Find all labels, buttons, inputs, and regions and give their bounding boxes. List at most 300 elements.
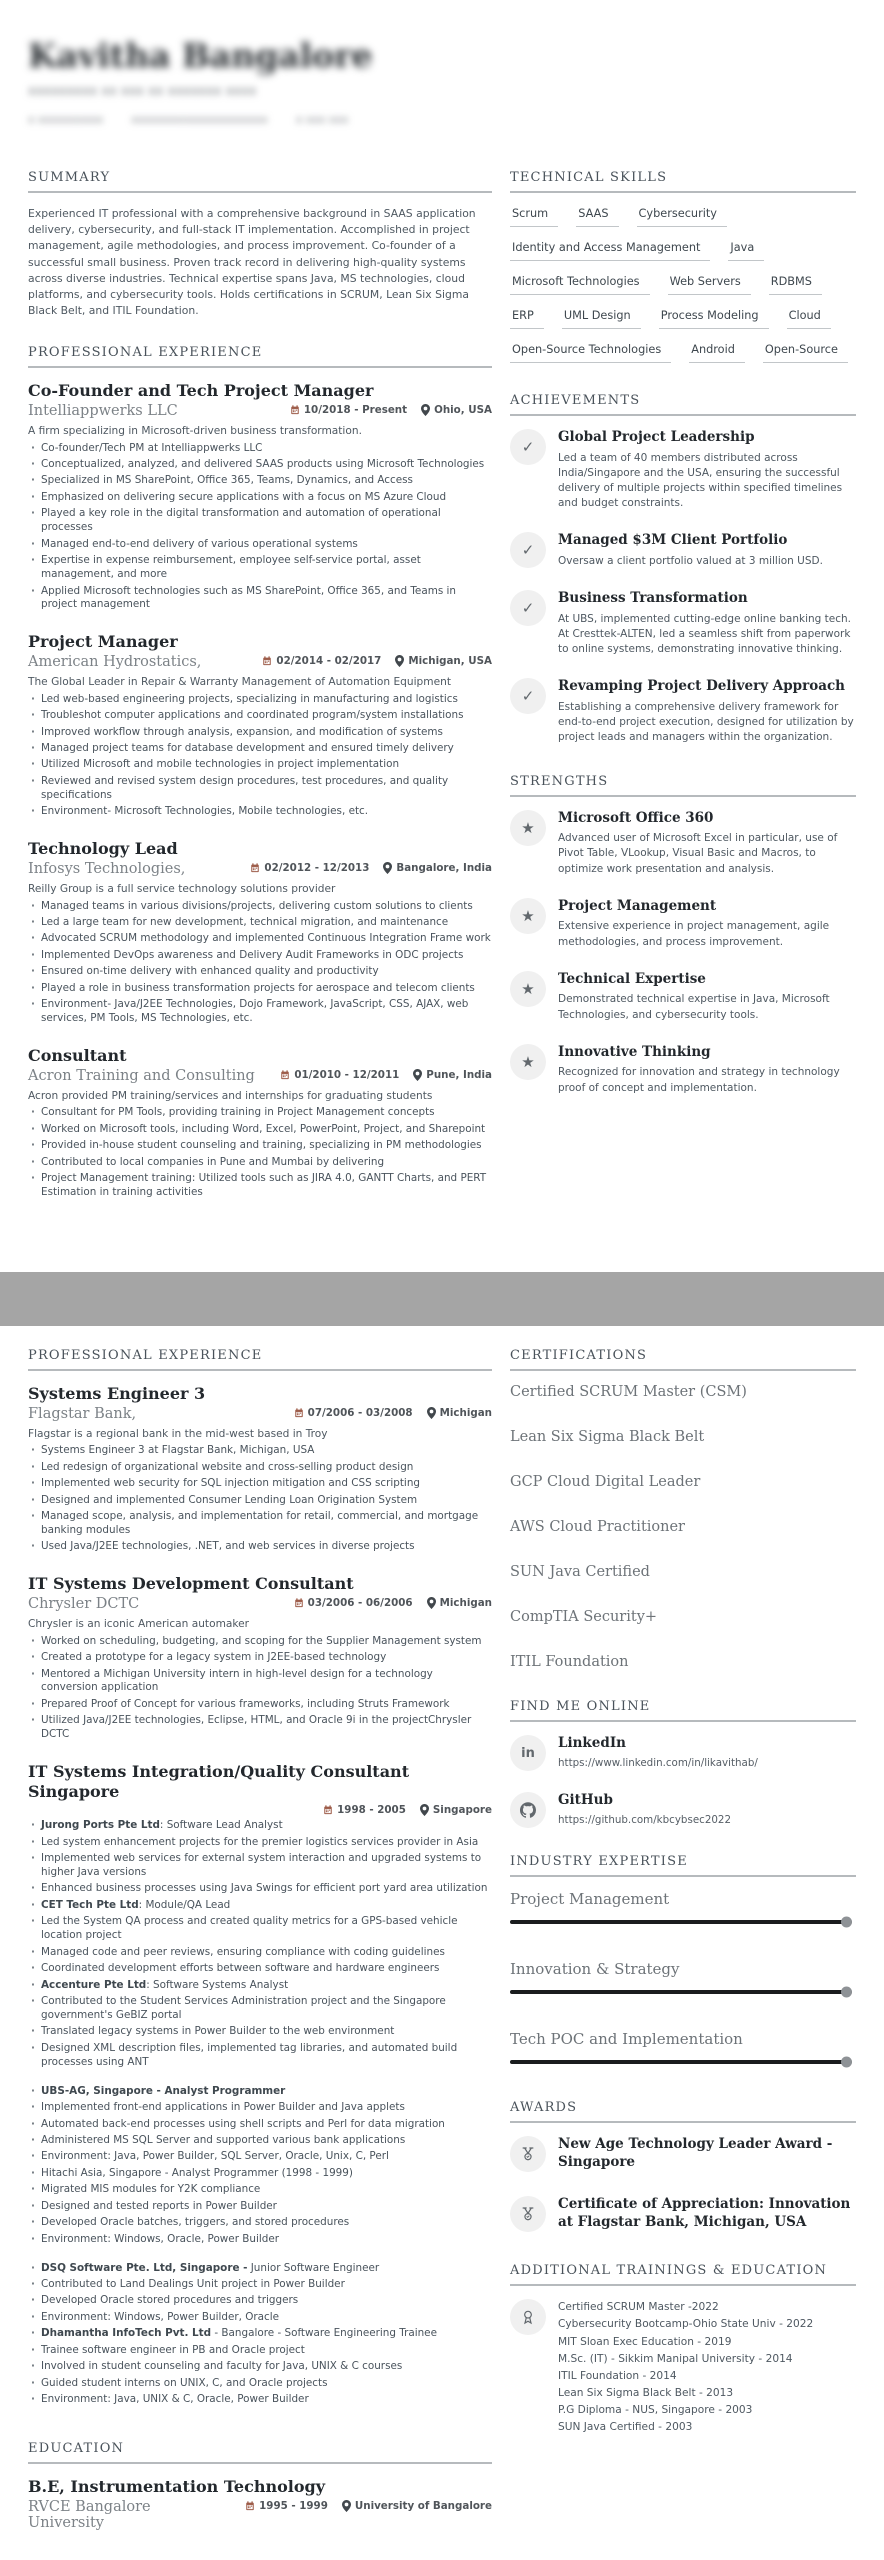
bullet-group: [28, 2262, 492, 2407]
company-meta-row: [28, 861, 492, 877]
expertise-slider-list: [510, 1890, 856, 2064]
medal-icon: [510, 2196, 546, 2232]
skill-tag: Open-Source: [763, 342, 848, 363]
bullet-item: · Managed code and peer reviews, ensuring compliance with coding guidelines: [41, 1946, 492, 1960]
job-title: Technology Lead: [28, 839, 178, 859]
bullet-item: · Created a prototype for a legacy system in J2EE-based technology: [41, 1651, 492, 1665]
page-break-band: [0, 1272, 884, 1326]
bullet-group: [28, 693, 492, 820]
summary-title: SUMMARY: [28, 170, 492, 193]
education-title: EDUCATION: [28, 2441, 492, 2464]
icon-item-heading: Revamping Project Delivery Approach: [558, 678, 846, 695]
bullet-group: [28, 1444, 492, 1554]
location-text: University of Bangalore: [354, 2500, 492, 2513]
icon-item-body: [558, 590, 856, 657]
expertise-label: Project Management: [510, 1890, 670, 1908]
bullet-item: · Managed project teams for database development and ensured timely delivery: [41, 742, 492, 756]
date-text: 07/2006 - 03/2008: [307, 1407, 413, 1419]
check-icon: ✓: [510, 590, 546, 626]
bullet-item: · Implemented front-end applications in Power Builder and Java applets: [41, 2101, 492, 2115]
company-meta-row: [28, 1406, 492, 1422]
calendar-icon: [294, 1408, 304, 1418]
icon-list-item: [510, 971, 856, 1023]
location-pin-icon: [427, 1597, 436, 1609]
training-line: MIT Sloan Exec Education - 2019: [558, 2335, 732, 2348]
resume-page-1: [0, 0, 884, 1272]
icon-item-text: Demonstrated technical expertise in Java, Microsoft Technologies, and cybersecurity tools.: [558, 993, 830, 1021]
entry-meta: [245, 2500, 492, 2512]
summary-section: [28, 170, 492, 319]
bullet-item: · Designed XML description files, implemented tag libraries, and automated build processes using ANT: [41, 2042, 492, 2070]
bullet-item: · Consultant for PM Tools, providing training in Project Management concepts: [41, 1106, 492, 1120]
bullet-item: · Emphasized on delivering secure applications with a focus on MS Azure Cloud: [41, 491, 492, 505]
strength-list: [510, 810, 856, 1096]
bullet-item: · Jurong Ports Pte Ltd: Software Lead Analyst: [41, 1819, 492, 1833]
school-name: RVCE Bangalore University: [28, 2499, 151, 2532]
bullet-item: · Environment: Java, UNIX & C, Oracle, Power Builder: [41, 2393, 492, 2407]
bullet-item: · Managed scope, analysis, and implementation for retail, commercial, and mortgage banking modules: [41, 1510, 492, 1538]
rosette-icon: [510, 2299, 546, 2335]
job-title: Co-Founder and Tech Project Manager: [28, 381, 374, 401]
training-line: Certified SCRUM Master -2022: [558, 2301, 719, 2314]
experience-entries-continued: [28, 1384, 492, 2407]
profile-body: [558, 1792, 856, 1826]
entry-meta: [262, 655, 492, 667]
calendar-icon: [250, 863, 260, 873]
location-text: Bangalore, India: [396, 862, 492, 875]
certification-list: [510, 1384, 856, 1670]
icon-list-item: [510, 810, 856, 877]
bullet-item: · Trainee software engineer in PB and Oracle project: [41, 2344, 492, 2358]
bullet-item: · CET Tech Pte Ltd: Module/QA Lead: [41, 1899, 492, 1913]
date-range: [280, 1069, 399, 1081]
experience-entry: [28, 1574, 492, 1742]
training-line: Cybersecurity Bootcamp-Ohio State Univ - 2022: [558, 2318, 814, 2331]
icon-item-body: [558, 429, 856, 511]
skill-tag: Cybersecurity: [637, 206, 727, 227]
experience-entry: [28, 1046, 492, 1200]
bullet-item: · Managed end-to-end delivery of various operational systems: [41, 538, 492, 552]
strengths-section: [510, 774, 856, 1096]
location: [342, 2500, 492, 2512]
entry-meta: [294, 1597, 492, 1609]
bullet-item: · Utilized Microsoft and mobile technologies in project implementation: [41, 758, 492, 772]
certification-item: Certified SCRUM Master (CSM): [510, 1384, 747, 1400]
certification-item: SUN Java Certified: [510, 1564, 650, 1580]
education-section: [28, 2441, 492, 2531]
award-body: [558, 2196, 856, 2235]
bullet-item: · Translated legacy systems in Power Builder to the web environment: [41, 2025, 492, 2039]
skill-tag: Process Modeling: [659, 308, 769, 329]
date-range: [294, 1407, 413, 1419]
bullet-item: · Utilized Java/J2EE technologies, Eclipse, HTML, and Oracle 9i in the projectChrysler DCTC: [41, 1714, 492, 1742]
icon-item-text: Recognized for innovation and strategy in technology proof of concept and implementation.: [558, 1066, 840, 1094]
bullet-item: · DSQ Software Pte. Ltd, Singapore - Junior Software Engineer: [41, 2262, 492, 2276]
bullet-item: · Designed and tested reports in Power Builder: [41, 2200, 492, 2214]
bullet-item: · Developed Oracle batches, triggers, and stored procedures: [41, 2216, 492, 2230]
bullet-item: · Worked on scheduling, budgeting, and scoping for the Supplier Management system: [41, 1635, 492, 1649]
calendar-icon: [245, 2501, 255, 2511]
contact-row-redacted: [28, 113, 856, 126]
profile-name: GitHub: [558, 1792, 613, 1808]
bullet-item: · Implemented web services for external system interaction and upgraded systems to higher Java versions: [41, 1852, 492, 1880]
date-text: 10/2018 - Present: [303, 404, 408, 417]
check-icon: ✓: [510, 429, 546, 465]
experience-section-page1: [28, 345, 492, 1200]
location: [427, 1407, 492, 1419]
location-text: Michigan: [439, 1597, 492, 1610]
location-pin-icon: [420, 1804, 429, 1816]
icon-item-heading: Technical Expertise: [558, 970, 706, 987]
company-description: A firm specializing in Microsoft-driven business transformation.: [28, 425, 362, 438]
industry-expertise-section: [510, 1854, 856, 2064]
location: [413, 1069, 492, 1081]
calendar-icon: [262, 656, 272, 666]
certifications-section: [510, 1348, 856, 1670]
awards-title: AWARDS: [510, 2100, 856, 2123]
award-item: [510, 2196, 856, 2235]
github-icon: [510, 1792, 546, 1828]
expertise-slider[interactable]: [510, 1990, 852, 1994]
experience-entry: [28, 1762, 492, 2407]
bullet-item: · Environment: Java, Power Builder, SQL Server, Oracle, Unix, C, Perl: [41, 2150, 492, 2164]
icon-item-heading: Managed $3M Client Portfolio: [558, 532, 788, 549]
bullet-item: · Systems Engineer 3 at Flagstar Bank, Michigan, USA: [41, 1444, 492, 1458]
calendar-icon: [294, 1598, 304, 1608]
technical-skills-title: TECHNICAL SKILLS: [510, 170, 856, 193]
bullet-item: · Used Java/J2EE technologies, .NET, and web services in diverse projects: [41, 1540, 492, 1554]
skill-tag: Scrum: [510, 206, 558, 227]
bullet-item: · Led the System QA process and created quality metrics for a GPS-based vehicle location project: [41, 1915, 492, 1943]
date-text: 02/2012 - 12/2013: [264, 862, 370, 875]
experience-title-continued: PROFESSIONAL EXPERIENCE: [28, 1348, 492, 1371]
bullet-item: · Applied Microsoft technologies such as MS SharePoint, Office 365, and Teams in project management: [41, 585, 492, 613]
company-meta-row: [28, 403, 492, 419]
bullet-item: · Led a large team for new development, technical migration, and maintenance: [41, 916, 492, 930]
certification-item: AWS Cloud Practitioner: [510, 1519, 685, 1535]
online-profile-list: [510, 1735, 856, 1828]
date-range: [245, 2500, 328, 2512]
bullet-item: · Guided student interns on UNIX, C, and Oracle projects: [41, 2377, 492, 2391]
training-line: P.G Diploma - NUS, Singapore - 2003: [558, 2404, 753, 2417]
training-line: ITIL Foundation - 2014: [558, 2369, 677, 2382]
bullet-item: · Specialized in MS SharePoint, Office 365, Teams, Dynamics, and Access: [41, 474, 492, 488]
expertise-slider[interactable]: [510, 1920, 852, 1924]
job-title: IT Systems Integration/Quality Consultant Singapore: [28, 1762, 410, 1802]
bullet-item: · Played a role in business transformation projects for aerospace and telecom clients: [41, 982, 492, 996]
bullet-item: · Managed teams in various divisions/projects, delivering custom solutions to clients: [41, 900, 492, 914]
award-text: Certificate of Appreciation: Innovation at Flagstar Bank, Michigan, USA: [558, 2196, 851, 2230]
bullet-item: · Environment- Microsoft Technologies, Mobile technologies, etc.: [41, 805, 492, 819]
profile-name: LinkedIn: [558, 1735, 626, 1751]
bullet-item: · Designed and implemented Consumer Lending Loan Origination System: [41, 1494, 492, 1508]
icon-item-body: [558, 532, 856, 569]
company-name: Chrysler DCTC: [28, 1596, 140, 1613]
bullet-group: [28, 442, 492, 613]
certification-item: CompTIA Security+: [510, 1609, 658, 1625]
contact-location-redacted: x xxx xxx: [295, 113, 349, 126]
bullet-item: · Implemented web security for SQL injection mitigation and CSS scripting: [41, 1477, 492, 1491]
bullet-item: · Enhanced business processes using Java Swings for efficient port yard area utilization: [41, 1882, 492, 1896]
slider-knob-icon[interactable]: [841, 1987, 852, 1998]
bullet-item: · Led system enhancement projects for the premier logistics services provider in Asia: [41, 1836, 492, 1850]
location-pin-icon: [413, 1069, 422, 1081]
bullet-item: · Coordinated development efforts between software and hardware engineers: [41, 1962, 492, 1976]
job-title: Systems Engineer 3: [28, 1384, 206, 1403]
check-icon: ✓: [510, 532, 546, 568]
training-line: M.Sc. (IT) - Sikkim Manipal University - 2014: [558, 2352, 793, 2365]
icon-item-heading: Microsoft Office 360: [558, 809, 714, 826]
achievements-title: ACHIEVEMENTS: [510, 393, 856, 416]
company-name: Intelliappwerks LLC: [28, 403, 178, 420]
location-pin-icon: [383, 862, 392, 874]
location: [421, 404, 492, 416]
star-icon: ★: [510, 898, 546, 934]
bullet-item: · Provided in-house student counseling and training, specializing in PM methodologies: [41, 1139, 492, 1153]
bullet-item: · Worked on Microsoft tools, including Word, Excel, PowerPoint, Project, and Sharepoint: [41, 1123, 492, 1137]
bullet-item: · Environment- Java/J2EE Technologies, Dojo Framework, JavaScript, CSS, AJAX, web services, PM Tools, MS Technologies, etc.: [41, 998, 492, 1026]
bullet-item: · Co-founder/Tech PM at Intelliappwerks LLC: [41, 442, 492, 456]
location: [420, 1804, 492, 1816]
company-name: Flagstar Bank,: [28, 1406, 137, 1422]
company-description: The Global Leader in Repair & Warranty Management of Automation Equipment: [28, 676, 451, 689]
date-text: 02/2014 - 02/2017: [276, 655, 382, 668]
technical-skills-section: [510, 170, 856, 363]
bullet-item: · Troubleshot computer applications and coordinated program/system installations: [41, 709, 492, 723]
company-description: Reilly Group is a full service technology solutions provider: [28, 883, 336, 896]
training-lines: [558, 2299, 856, 2436]
company-meta-row: [28, 1596, 492, 1612]
bullet-item: · Led redesign of organizational website and cross-selling product design: [41, 1461, 492, 1475]
icon-item-body: [558, 1044, 856, 1096]
skill-tag: Open-Source Technologies: [510, 342, 671, 363]
job-title: IT Systems Development Consultant: [28, 1574, 354, 1594]
skill-tag: RDBMS: [769, 274, 822, 295]
company-meta-row: [28, 1804, 492, 1816]
bullet-item: · Implemented DevOps awareness and Delivery Audit Frameworks in ODC projects: [41, 949, 492, 963]
bullet-item: · Conceptualized, analyzed, and delivered SAAS products using Microsoft Technologies: [41, 458, 492, 472]
bullet-item: · Developed Oracle stored procedures and triggers: [41, 2294, 492, 2308]
icon-list-item: [510, 532, 856, 569]
bullet-item: · Played a key role in the digital transformation and automation of operational processes: [41, 507, 492, 535]
company-description: Chrysler is an iconic American automaker: [28, 1618, 250, 1631]
check-icon: ✓: [510, 678, 546, 714]
award-item: [510, 2136, 856, 2175]
location-pin-icon: [342, 2500, 351, 2512]
location-pin-icon: [427, 1407, 436, 1419]
bullet-item: · Environment: Windows, Power Builder, Oracle: [41, 2311, 492, 2325]
entry-meta: [323, 1804, 492, 1816]
certifications-title: CERTIFICATIONS: [510, 1348, 856, 1371]
skill-tag-list: [510, 206, 856, 363]
industry-expertise-title: INDUSTRY EXPERTISE: [510, 1854, 856, 1877]
location-pin-icon: [421, 404, 430, 416]
location-text: Singapore: [432, 1804, 492, 1817]
online-profile-item[interactable]: [510, 1735, 856, 1771]
award-body: [558, 2136, 856, 2175]
education-entry: [28, 2477, 492, 2531]
expertise-label: Tech POC and Implementation: [510, 2030, 743, 2048]
find-me-online-section: [510, 1699, 856, 1828]
icon-item-heading: Global Project Leadership: [558, 429, 755, 445]
date-range: [294, 1597, 413, 1609]
bullet-item: · Environment: Windows, Oracle, Power Builder: [41, 2233, 492, 2247]
training-line: SUN Java Certified - 2003: [558, 2421, 693, 2434]
expertise-slider[interactable]: [510, 2060, 852, 2064]
certification-item: Lean Six Sigma Black Belt: [510, 1429, 705, 1445]
candidate-name: Kavitha Bangalore: [28, 36, 373, 75]
profile-url[interactable]: https://www.linkedin.com/in/likavithab/: [558, 1756, 758, 1769]
icon-list-item: [510, 590, 856, 657]
find-me-online-title: FIND ME ONLINE: [510, 1699, 856, 1722]
skill-tag: Web Servers: [668, 274, 751, 295]
training-line: Lean Six Sigma Black Belt - 2013: [558, 2386, 734, 2399]
profile-body: [558, 1735, 856, 1769]
skill-tag: ERP: [510, 308, 544, 329]
icon-item-body: [558, 898, 856, 950]
icon-item-heading: Business Transformation: [558, 590, 748, 607]
date-text: 01/2010 - 12/2011: [294, 1069, 400, 1082]
degree-title: B.E, Instrumentation Technology: [28, 2477, 326, 2497]
skill-tag: Android: [689, 342, 745, 363]
date-range: [250, 862, 369, 874]
entry-meta: [290, 404, 492, 416]
contact-email-redacted: xxxxxxxxxxxxxxxxxxxxx: [131, 113, 268, 126]
company-name: Acron Training and Consulting: [28, 1068, 255, 1085]
icon-list-item: [510, 429, 856, 511]
calendar-icon: [323, 1805, 333, 1815]
icon-item-body: [558, 971, 856, 1023]
experience-title: PROFESSIONAL EXPERIENCE: [28, 345, 492, 368]
experience-entry: [28, 839, 492, 1026]
slider-knob-icon[interactable]: [841, 2057, 852, 2068]
achievements-section: [510, 393, 856, 746]
bullet-group: [28, 1819, 492, 2070]
experience-section-page2: [28, 1348, 492, 2407]
company-meta-row: [28, 1068, 492, 1084]
location: [383, 862, 492, 874]
icon-item-text: Extensive experience in project management, agile methodologies, and process improvement.: [558, 920, 830, 948]
certification-item: GCP Cloud Digital Leader: [510, 1474, 701, 1490]
bullet-group: [28, 1635, 492, 1743]
icon-item-text: At UBS, implemented cutting-edge online banking tech. At Cresttek-ALTEN, led a seamless shift from paperwork to online systems, demonstrating innovative thinking.: [558, 612, 852, 656]
date-range: [323, 1804, 406, 1816]
bullet-item: · Accenture Pte Ltd: Software Systems Analyst: [41, 1979, 492, 1993]
candidate-subtitle-redacted: xxxxxxxxx xx xxx xx xxxxxxx xxxx: [28, 84, 257, 99]
skill-tag: UML Design: [562, 308, 641, 329]
icon-item-text: Led a team of 40 members distributed across India/Singapore and the USA, ensuring the successful delivery of multiple projects within specified timelines and budget constraints.: [558, 451, 843, 510]
entry-meta: [294, 1407, 492, 1419]
icon-list-item: [510, 1044, 856, 1096]
bullet-item: · Involved in student counseling and faculty for Java, UNIX & C courses: [41, 2360, 492, 2374]
bullet-item: · Mentored a Michigan University intern in high-level design for a technology conversion application: [41, 1668, 492, 1696]
bullet-group: [28, 2085, 492, 2247]
expertise-label: Innovation & Strategy: [510, 1960, 680, 1978]
calendar-icon: [280, 1070, 290, 1080]
bullet-item: · Prepared Proof of Concept for various frameworks, including Struts Framework: [41, 1698, 492, 1712]
bullet-item: · Dhamantha InfoTech Pvt. Ltd - Bangalore - Software Engineering Trainee: [41, 2327, 492, 2341]
star-icon: ★: [510, 810, 546, 846]
bullet-item: · Migrated MIS modules for Y2K compliance: [41, 2183, 492, 2197]
star-icon: ★: [510, 971, 546, 1007]
icon-item-body: [558, 678, 856, 745]
skill-tag: SAAS: [576, 206, 618, 227]
bullet-item: · Contributed to local companies in Pune and Mumbai by delivering: [41, 1156, 492, 1170]
bullet-group: [28, 900, 492, 1027]
resume-header: [28, 36, 856, 126]
bullet-item: · Improved workflow through analysis, expansion, and modification of systems: [41, 726, 492, 740]
bullet-item: · Contributed to Land Dealings Unit project in Power Builder: [41, 2278, 492, 2292]
resume-page-2: [0, 1326, 884, 2560]
skill-tag: Identity and Access Management: [510, 240, 710, 261]
bullet-item: · Ensured on-time delivery with enhanced quality and productivity: [41, 965, 492, 979]
profile-url[interactable]: https://github.com/kbcybsec2022: [558, 1813, 732, 1826]
calendar-icon: [290, 405, 300, 415]
location-pin-icon: [395, 655, 404, 667]
award-list: [510, 2136, 856, 2235]
skill-tag: Microsoft Technologies: [510, 274, 650, 295]
bullet-item: · Project Management training: Utilized tools such as JIRA 4.0, GANTT Charts, and PERT Estimation in training activities: [41, 1172, 492, 1200]
company-description: Acron provided PM training/services and internships for graduating students: [28, 1090, 433, 1103]
bullet-group: [28, 1106, 492, 1200]
icon-item-heading: Innovative Thinking: [558, 1043, 711, 1060]
bullet-item: · Reviewed and revised system design procedures, test procedures, and quality specifications: [41, 775, 492, 803]
experience-entry: [28, 632, 492, 819]
icon-list-item: [510, 898, 856, 950]
skill-tag: Cloud: [787, 308, 831, 329]
bullet-item: · Advocated SCRUM methodology and implemented Continuous Integration Frame work: [41, 932, 492, 946]
date-text: 03/2006 - 06/2006: [307, 1597, 413, 1610]
date-text: 1998 - 2005: [337, 1804, 406, 1817]
location: [395, 655, 492, 667]
experience-entries: [28, 381, 492, 1200]
star-icon: ★: [510, 1044, 546, 1080]
skill-tag: Java: [728, 240, 764, 261]
bullet-item: · Automated back-end processes using shell scripts and Perl for data migration: [41, 2118, 492, 2132]
experience-entry: [28, 1384, 492, 1554]
medal-icon: [510, 2136, 546, 2172]
bullet-item: · UBS-AG, Singapore - Analyst Programmer: [41, 2085, 492, 2099]
training-item: [510, 2299, 856, 2436]
achievement-list: [510, 429, 856, 746]
entry-meta: [280, 1069, 492, 1081]
online-profile-item[interactable]: [510, 1792, 856, 1828]
additional-trainings-title: ADDITIONAL TRAININGS & EDUCATION: [510, 2263, 856, 2286]
linkedin-icon: in: [510, 1735, 546, 1771]
experience-entry: [28, 381, 492, 612]
contact-phone-redacted: x xxxxxxxxxx: [28, 113, 104, 126]
date-text: 1995 - 1999: [259, 2500, 328, 2513]
location-text: Ohio, USA: [434, 404, 492, 417]
entry-meta: [250, 862, 492, 874]
bullet-item: · Led web-based engineering projects, specializing in manufacturing and logistics: [41, 693, 492, 707]
slider-knob-icon[interactable]: [841, 1917, 852, 1928]
bullet-item: · Administered MS SQL Server and supported various bank applications: [41, 2134, 492, 2148]
location-text: Michigan, USA: [408, 655, 492, 668]
location: [427, 1597, 492, 1609]
date-range: [262, 655, 381, 667]
company-name: Infosys Technologies,: [28, 861, 186, 878]
location-text: Pune, India: [426, 1069, 492, 1082]
strengths-title: STRENGTHS: [510, 774, 856, 797]
icon-list-item: [510, 678, 856, 745]
icon-item-text: Establishing a comprehensive delivery framework for end-to-end project execution, designed for utilization by project leads and managers within the organization.: [558, 700, 854, 744]
icon-item-text: Oversaw a client portfolio valued at 3 million USD.: [558, 554, 823, 567]
bullet-item: · Hitachi Asia, Singapore - Analyst Programmer (1998 - 1999): [41, 2167, 492, 2181]
company-name: American Hydrostatics,: [28, 654, 202, 671]
certification-item: ITIL Foundation: [510, 1654, 629, 1670]
training-block: [510, 2299, 856, 2436]
